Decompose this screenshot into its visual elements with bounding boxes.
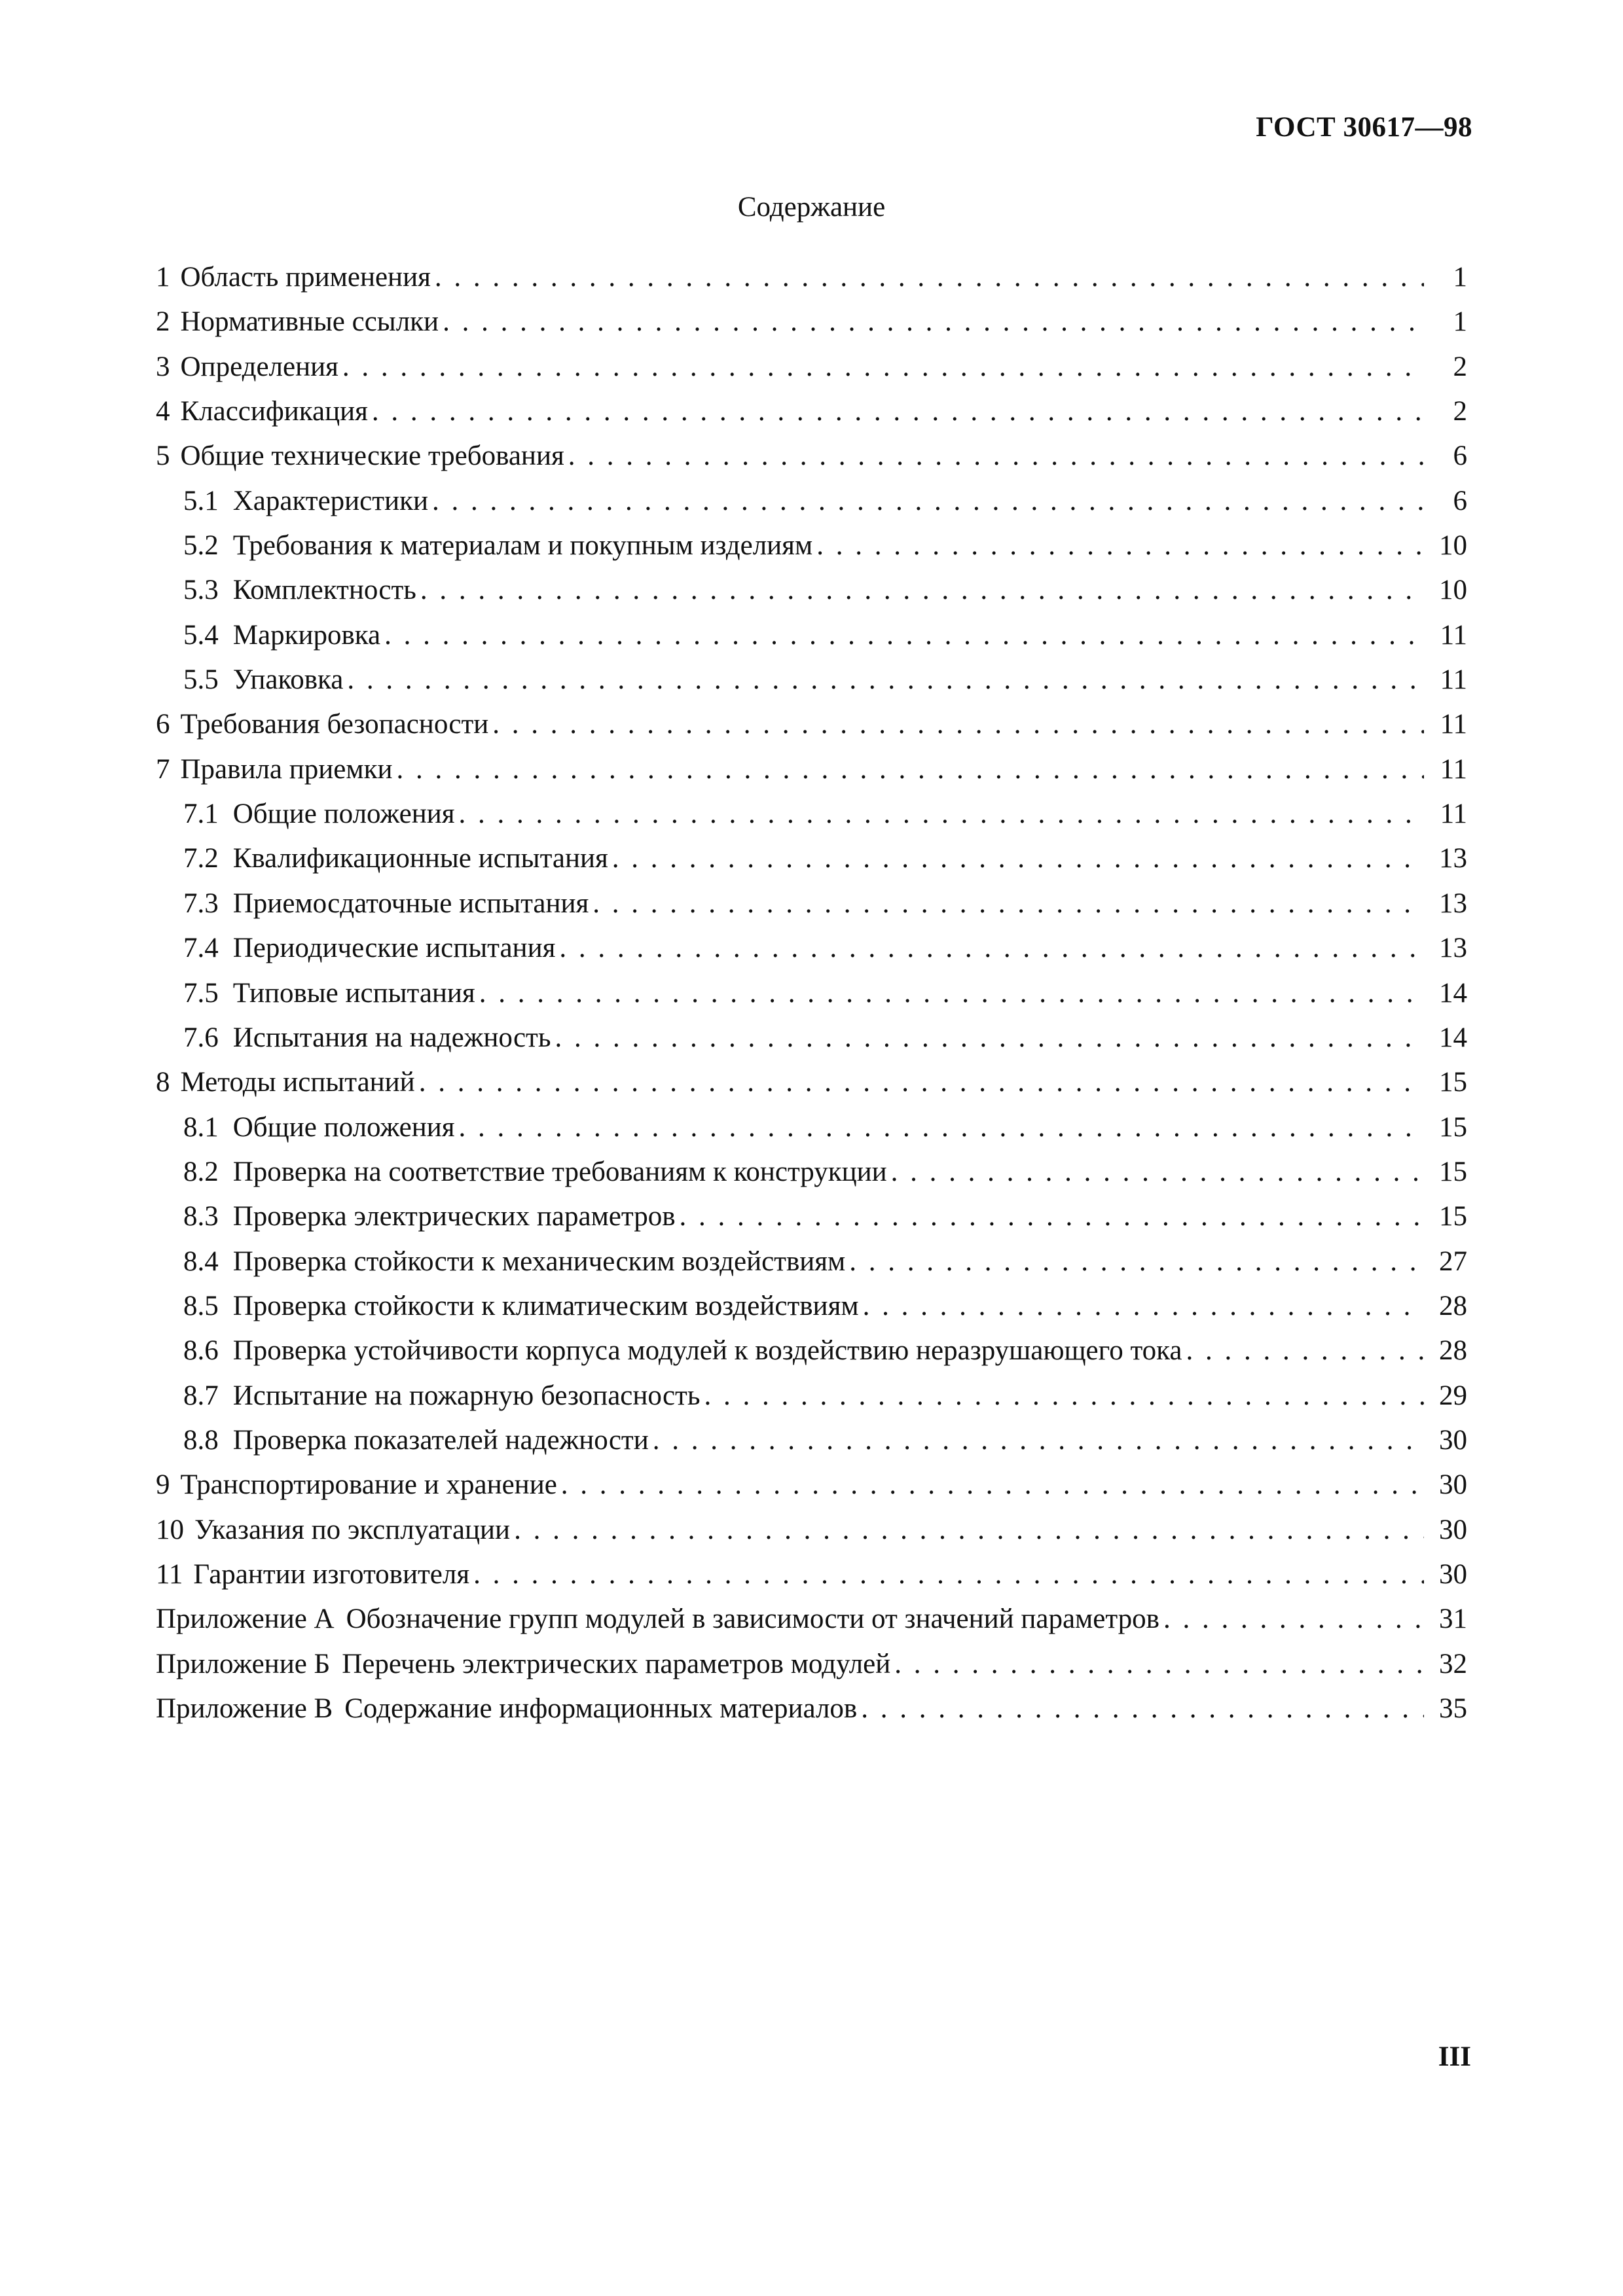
toc-entry-title: Общие положения xyxy=(232,798,455,830)
toc-dot-leader xyxy=(593,882,1424,926)
toc-entry[interactable] xyxy=(156,1284,1467,1329)
toc-dot-leader xyxy=(561,1463,1424,1507)
toc-entry-page: 11 xyxy=(1440,753,1467,785)
toc-entry-title: Проверка на соответствие требованиям к конструкции xyxy=(232,1156,887,1187)
toc-entry-title: Транспортирование и хранение xyxy=(180,1469,557,1501)
toc-dot-leader xyxy=(568,434,1424,478)
toc-entry[interactable] xyxy=(156,658,1467,702)
toc-dot-leader xyxy=(432,479,1424,524)
toc-entry-title: Область применения xyxy=(180,262,431,293)
toc-entry[interactable] xyxy=(156,1463,1467,1507)
toc-entry[interactable] xyxy=(156,1150,1467,1194)
toc-dot-leader xyxy=(473,1552,1424,1597)
toc-dot-leader xyxy=(1163,1597,1424,1641)
toc-entry-title: Испытания на надежность xyxy=(232,1022,551,1053)
toc-dot-leader xyxy=(492,702,1424,747)
toc-entry-number: 5.1 xyxy=(183,485,219,516)
toc-dot-leader xyxy=(816,524,1424,568)
toc-entry-title: Испытание на пожарную безопасность xyxy=(232,1380,701,1411)
toc-entry-title: Типовые испытания xyxy=(232,977,475,1009)
toc-entry-page: 1 xyxy=(1453,262,1467,293)
toc-entry-number: 8.7 xyxy=(183,1380,219,1411)
toc-dot-leader xyxy=(372,389,1424,434)
page-title: Содержание xyxy=(737,192,886,223)
toc-entry[interactable] xyxy=(156,1240,1467,1284)
toc-entry-number: 7.1 xyxy=(183,798,219,830)
toc-entry-number: 5.2 xyxy=(183,530,219,562)
toc-dot-leader xyxy=(861,1687,1424,1731)
toc-entry[interactable] xyxy=(156,926,1467,971)
toc-entry-number: 8 xyxy=(156,1067,170,1098)
toc-entry[interactable] xyxy=(156,836,1467,881)
page-number: III xyxy=(1438,2041,1471,2072)
toc-entry-page: 6 xyxy=(1453,485,1467,516)
toc-entry-page: 35 xyxy=(1439,1693,1467,1724)
toc-entry-title: Определения xyxy=(180,351,338,382)
toc-dot-leader xyxy=(849,1240,1424,1284)
toc-entry-number: Приложение В xyxy=(156,1693,333,1724)
toc-entry-page: 15 xyxy=(1439,1111,1467,1143)
toc-dot-leader xyxy=(384,613,1424,658)
toc-entry-title: Классификация xyxy=(180,396,368,427)
toc-entry-title: Требования безопасности xyxy=(180,709,489,740)
toc-entry-number: 7.5 xyxy=(183,977,219,1009)
toc-entry-page: 30 xyxy=(1439,1424,1467,1456)
toc-entry-title: Приемосдаточные испытания xyxy=(232,888,589,919)
toc-entry-title: Проверка стойкости к механическим воздействиям xyxy=(232,1246,846,1277)
toc-entry-number: 5.3 xyxy=(183,575,219,606)
toc-entry[interactable] xyxy=(156,1597,1467,1641)
toc-entry-title: Нормативные ссылки xyxy=(180,306,439,338)
toc-dot-leader xyxy=(891,1150,1424,1194)
toc-dot-leader xyxy=(680,1194,1424,1239)
toc-entry-number: 8.4 xyxy=(183,1246,219,1277)
toc-dot-leader xyxy=(559,926,1424,971)
toc-entry[interactable] xyxy=(156,613,1467,658)
toc-entry-title: Проверка электрических параметров xyxy=(232,1201,676,1232)
toc-entry[interactable] xyxy=(156,1687,1467,1731)
toc-entry-title: Перечень электрических параметров модулей xyxy=(342,1648,891,1679)
toc-entry-number: 11 xyxy=(156,1558,183,1590)
toc-entry-number: 3 xyxy=(156,351,170,382)
toc-dot-leader xyxy=(894,1642,1424,1687)
toc-entry[interactable] xyxy=(156,1374,1467,1418)
toc-entry[interactable] xyxy=(156,568,1467,613)
toc-entry[interactable] xyxy=(156,971,1467,1016)
toc-entry-title: Общие технические требования xyxy=(180,440,564,472)
toc-dot-leader xyxy=(555,1016,1424,1060)
toc-entry[interactable] xyxy=(156,702,1467,747)
toc-entry-page: 11 xyxy=(1440,619,1467,651)
toc-dot-leader xyxy=(1186,1329,1424,1373)
toc-entry-title: Общие положения xyxy=(232,1111,455,1143)
toc-entry-number: 5.5 xyxy=(183,664,219,696)
document-code: ГОСТ 30617—98 xyxy=(1256,112,1472,143)
toc-entry-number: 1 xyxy=(156,262,170,293)
toc-entry[interactable] xyxy=(156,255,1467,300)
toc-entry-page: 11 xyxy=(1440,664,1467,696)
toc-entry-page: 30 xyxy=(1439,1558,1467,1590)
toc-entry[interactable] xyxy=(156,792,1467,836)
toc-entry-page: 31 xyxy=(1439,1604,1467,1635)
toc-entry-page: 27 xyxy=(1439,1246,1467,1277)
toc-dot-leader xyxy=(443,300,1424,344)
toc-entry-title: Упаковка xyxy=(232,664,344,696)
toc-entry[interactable] xyxy=(156,882,1467,926)
toc-entry-page: 11 xyxy=(1440,709,1467,740)
toc-entry-title: Проверка показателей надежности xyxy=(232,1424,649,1456)
toc-entry[interactable] xyxy=(156,1508,1467,1552)
toc-entry-number: 7.3 xyxy=(183,888,219,919)
toc-entry-number: 7.6 xyxy=(183,1022,219,1053)
toc-entry[interactable] xyxy=(156,1642,1467,1687)
toc-entry-page: 14 xyxy=(1439,1022,1467,1053)
toc-entry-number: 7 xyxy=(156,753,170,785)
toc-entry-page: 29 xyxy=(1439,1380,1467,1411)
toc-entry[interactable] xyxy=(156,1060,1467,1105)
toc-entry[interactable] xyxy=(156,389,1467,434)
toc-entry-title: Правила приемки xyxy=(180,753,393,785)
toc-entry-number: 6 xyxy=(156,709,170,740)
toc-entry[interactable] xyxy=(156,300,1467,344)
toc-entry[interactable] xyxy=(156,747,1467,792)
toc-entry-page: 10 xyxy=(1439,530,1467,562)
toc-dot-leader xyxy=(396,747,1424,792)
toc-entry-number: 8.2 xyxy=(183,1156,219,1187)
toc-entry-page: 28 xyxy=(1439,1335,1467,1367)
toc-entry-number: 10 xyxy=(156,1514,184,1545)
toc-entry[interactable] xyxy=(156,1552,1467,1597)
toc-entry-page: 14 xyxy=(1439,977,1467,1009)
toc-entry[interactable] xyxy=(156,345,1467,389)
toc-entry-title: Требования к материалам и покупным изделиям xyxy=(232,530,813,562)
toc-entry-number: 8.8 xyxy=(183,1424,219,1456)
toc-entry-number: 8.6 xyxy=(183,1335,219,1367)
toc-entry-number: 8.5 xyxy=(183,1290,219,1321)
toc-entry-page: 30 xyxy=(1439,1514,1467,1545)
toc-entry[interactable] xyxy=(156,1329,1467,1373)
toc-dot-leader xyxy=(479,971,1424,1016)
toc-entry-page: 32 xyxy=(1439,1648,1467,1679)
toc-entry-title: Проверка стойкости к климатическим воздействиям xyxy=(232,1290,859,1321)
toc-entry-page: 11 xyxy=(1440,798,1467,830)
table-of-contents xyxy=(156,255,1467,1731)
toc-dot-leader xyxy=(347,658,1424,702)
toc-dot-leader xyxy=(514,1508,1424,1552)
toc-entry-number: 7.2 xyxy=(183,843,219,874)
toc-entry-number: 9 xyxy=(156,1469,170,1501)
toc-entry-title: Квалификационные испытания xyxy=(232,843,608,874)
toc-entry-title: Обозначение групп модулей в зависимости от значений параметров xyxy=(346,1604,1159,1635)
toc-entry-page: 13 xyxy=(1439,843,1467,874)
toc-dot-leader xyxy=(863,1284,1424,1329)
toc-dot-leader xyxy=(459,792,1424,836)
toc-entry-page: 28 xyxy=(1439,1290,1467,1321)
toc-entry-title: Комплектность xyxy=(232,575,416,606)
toc-entry-title: Маркировка xyxy=(232,619,381,651)
toc-entry-page: 10 xyxy=(1439,575,1467,606)
toc-entry[interactable] xyxy=(156,1418,1467,1463)
toc-entry-page: 15 xyxy=(1439,1201,1467,1232)
toc-dot-leader xyxy=(459,1105,1424,1150)
toc-entry-page: 1 xyxy=(1453,306,1467,338)
toc-dot-leader xyxy=(612,836,1424,881)
toc-entry[interactable] xyxy=(156,1105,1467,1150)
toc-entry-title: Проверка устойчивости корпуса модулей к воздействию неразрушающего тока xyxy=(232,1335,1182,1367)
toc-dot-leader xyxy=(435,255,1424,300)
toc-entry-page: 13 xyxy=(1439,888,1467,919)
toc-entry-number: 5.4 xyxy=(183,619,219,651)
toc-entry[interactable] xyxy=(156,1194,1467,1239)
toc-entry[interactable] xyxy=(156,1016,1467,1060)
toc-entry-page: 13 xyxy=(1439,933,1467,964)
toc-entry-title: Методы испытаний xyxy=(180,1067,415,1098)
toc-entry-number: 4 xyxy=(156,396,170,427)
toc-entry-number: 8.1 xyxy=(183,1111,219,1143)
toc-entry-number: 5 xyxy=(156,440,170,472)
toc-entry-title: Характеристики xyxy=(232,485,428,516)
toc-dot-leader xyxy=(653,1418,1424,1463)
toc-entry-title: Гарантии изготовителя xyxy=(193,1558,470,1590)
toc-dot-leader xyxy=(704,1374,1424,1418)
toc-entry-page: 6 xyxy=(1453,440,1467,472)
toc-entry-title: Указания по эксплуатации xyxy=(194,1514,511,1545)
toc-entry[interactable] xyxy=(156,524,1467,568)
toc-entry-number: 7.4 xyxy=(183,933,219,964)
toc-entry-number: 2 xyxy=(156,306,170,338)
toc-entry[interactable] xyxy=(156,434,1467,478)
toc-entry-page: 2 xyxy=(1453,396,1467,427)
toc-entry-page: 15 xyxy=(1439,1067,1467,1098)
toc-dot-leader xyxy=(419,1060,1424,1105)
toc-entry-title: Периодические испытания xyxy=(232,933,556,964)
toc-entry-page: 30 xyxy=(1439,1469,1467,1501)
toc-entry-number: 8.3 xyxy=(183,1201,219,1232)
toc-dot-leader xyxy=(420,568,1424,613)
toc-entry-title: Содержание информационных материалов xyxy=(344,1693,858,1724)
toc-entry-number: Приложение Б xyxy=(156,1648,331,1679)
toc-entry[interactable] xyxy=(156,479,1467,524)
toc-entry-number: Приложение А xyxy=(156,1604,335,1635)
toc-dot-leader xyxy=(342,345,1424,389)
toc-entry-page: 15 xyxy=(1439,1156,1467,1187)
toc-entry-page: 2 xyxy=(1453,351,1467,382)
